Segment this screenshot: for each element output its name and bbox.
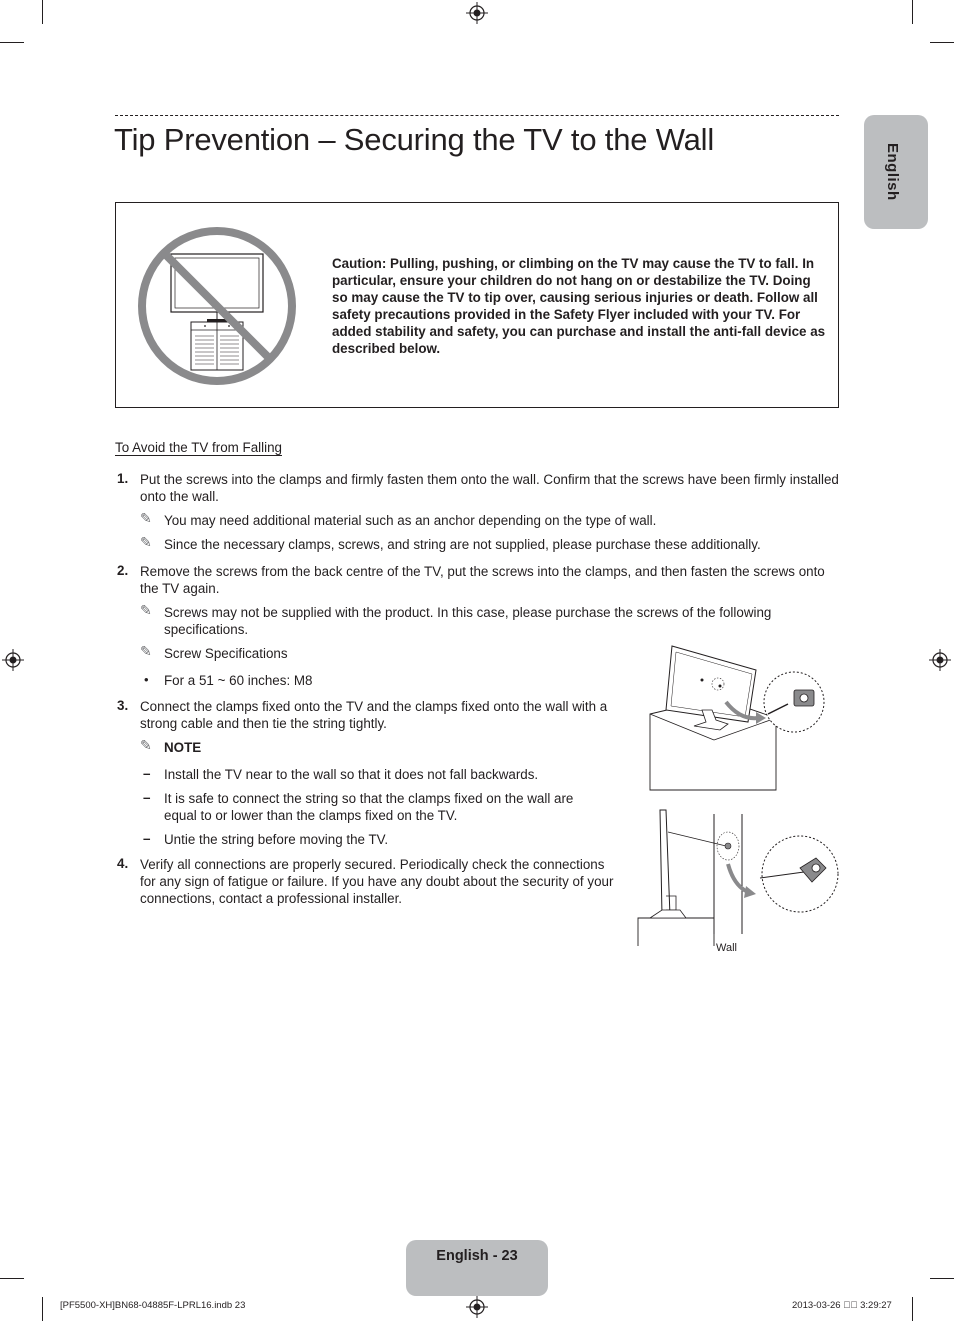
crop-mark xyxy=(930,42,954,43)
pencil-note-icon: ✎ xyxy=(140,534,152,550)
wall-label: Wall xyxy=(716,942,737,954)
note-text: Screws may not be supplied with the product. In this case, please purchase the screws of the following specifications. xyxy=(164,605,772,637)
registration-mark-icon xyxy=(466,1296,488,1318)
step-text: Put the screws into the clamps and firmly fasten them onto the wall. Confirm that the screws have been firmly installed onto the wall. xyxy=(140,472,839,504)
registration-mark-icon xyxy=(466,2,488,24)
crop-mark xyxy=(42,0,43,24)
dash-text: Untie the string before moving the TV. xyxy=(164,832,389,847)
language-side-tab xyxy=(864,115,928,229)
pencil-note-icon: ✎ xyxy=(140,737,152,753)
pencil-note-icon: ✎ xyxy=(140,602,152,618)
step-number: 3. xyxy=(117,698,129,713)
section-heading: To Avoid the TV from Falling xyxy=(115,440,282,455)
header-rule xyxy=(115,115,839,116)
registration-mark-icon xyxy=(2,649,24,671)
crop-mark xyxy=(42,1297,43,1321)
bullet-text: For a 51 ~ 60 inches: M8 xyxy=(164,673,313,688)
note-text: Since the necessary clamps, screws, and string are not supplied, please purchase these additionally. xyxy=(164,537,761,552)
note-text: You may need additional material such as an anchor depending on the type of wall. xyxy=(164,513,657,528)
crop-mark xyxy=(912,0,913,24)
step-number: 2. xyxy=(117,563,129,578)
step-number: 4. xyxy=(117,856,129,871)
dash-icon: – xyxy=(143,766,151,781)
crop-mark xyxy=(0,42,24,43)
step-text: Verify all connections are properly secured. Periodically check the connections for any sign of fatigue or failure. If you have any doubt about the security of your connections, contact a professional installer. xyxy=(140,857,614,906)
language-side-tab-label: English xyxy=(884,143,901,201)
step-number: 1. xyxy=(117,471,129,486)
dash-icon: – xyxy=(143,831,151,846)
dash-icon: – xyxy=(143,790,151,805)
bullet-icon: • xyxy=(144,672,149,687)
caution-text: Caution: Pulling, pushing, or climbing on the TV may cause the TV to fall. In particular, ensure your children do not hang on or destabilize the TV. Doing so may cause the TV to tip over, causing serious injuries or death. Follow all safety precautions provided in the Safety Flyer included with your TV. For added stability and safety, you can purchase and install the anti-fall device as described below. xyxy=(332,256,826,356)
page-number-label: English - 23 xyxy=(436,1248,518,1264)
step-text: Connect the clamps fixed onto the TV and the clamps fixed onto the wall with a strong cable and then tie the string tightly. xyxy=(140,699,608,731)
file-info: [PF5500-XH]BN68-04885F-LPRL16.indb 23 xyxy=(60,1300,246,1311)
crop-mark xyxy=(912,1297,913,1321)
pencil-note-icon: ✎ xyxy=(140,510,152,526)
page-number-tab xyxy=(406,1240,548,1296)
step-text: Remove the screws from the back centre of the TV, put the screws into the clamps, and then fasten the screws onto the TV again. xyxy=(140,564,825,596)
crop-mark xyxy=(0,1278,24,1279)
dash-text: Install the TV near to the wall so that it does not fall backwards. xyxy=(164,767,539,782)
print-timestamp: 2013-03-26 ￿￿ 3:29:27 xyxy=(792,1300,892,1311)
registration-mark-icon xyxy=(929,649,951,671)
crop-mark xyxy=(930,1278,954,1279)
pencil-note-icon: ✎ xyxy=(140,643,152,659)
dash-text: It is safe to connect the string so that the clamps fixed on the wall are equal to or lower than the clamps fixed on the TV. xyxy=(164,791,574,823)
tv-clamp-installation-illustration xyxy=(648,644,840,792)
tv-wall-cable-illustration xyxy=(636,806,840,946)
no-climbing-prohibition-icon xyxy=(135,224,299,388)
page-title: Tip Prevention – Securing the TV to the Wall xyxy=(114,122,715,157)
note-text: Screw Specifications xyxy=(164,646,288,661)
note-label: NOTE xyxy=(164,740,202,755)
